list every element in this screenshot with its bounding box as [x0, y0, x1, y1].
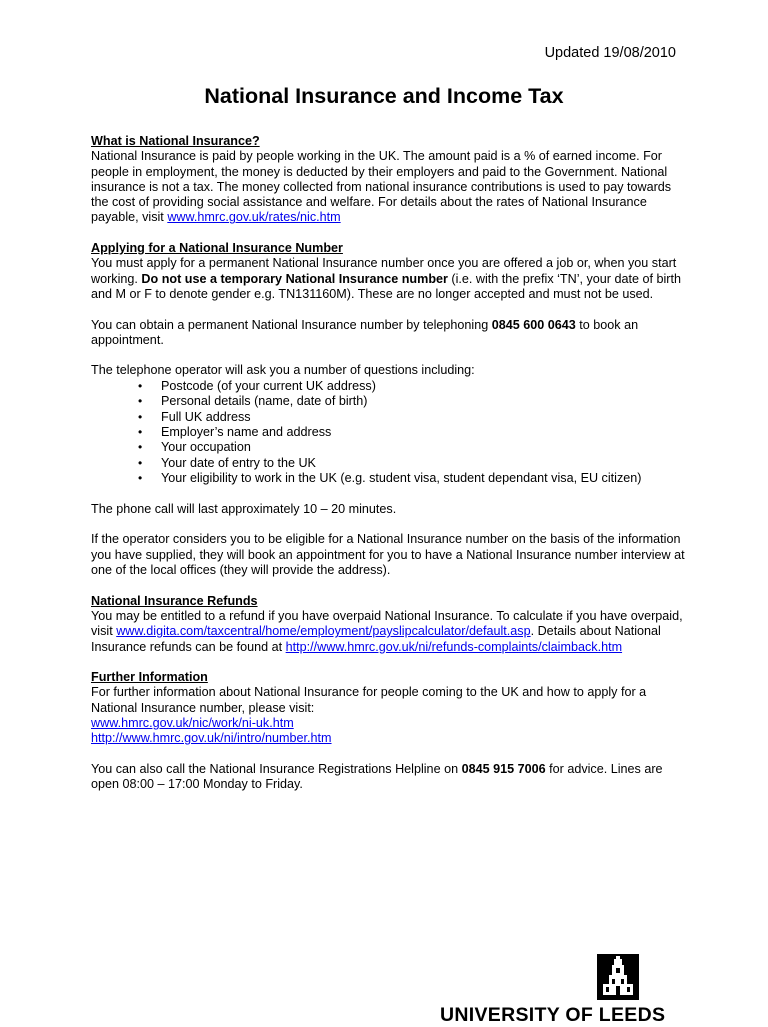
updated-date: Updated 19/08/2010 [544, 45, 676, 61]
list-item: • Your occupation [91, 440, 691, 455]
page-title: National Insurance and Income Tax [204, 84, 564, 108]
section-heading: Applying for a National Insurance Number [91, 241, 343, 256]
section-what-is-ni [91, 134, 691, 226]
refunds-claimback-link[interactable]: http://www.hmrc.gov.uk/ni/refunds-complaints/claimback.htm [285, 639, 623, 654]
nic-rates-link[interactable]: www.hmrc.gov.uk/rates/nic.htm [167, 210, 341, 225]
paragraph: The phone call will last approximately 10 – 20 minutes. [91, 501, 397, 516]
paragraph: For further information about National Insurance for people coming to the UK and how to apply for a National Insurance number, please visit: [91, 685, 647, 715]
link-line [91, 716, 691, 731]
list-item: • Employer’s name and address [91, 425, 691, 440]
paragraph: You can obtain a permanent National Insurance number by telephoning 0845 600 0643 to book an appointment. [91, 317, 639, 347]
document-body [91, 134, 691, 793]
section-further-info [91, 670, 691, 792]
paragraph: You must apply for a permanent National Insurance number once you are offered a job or, when you start working. Do not use a temporary National Insurance number (i.e. with the prefix ‘TN’, your date of birth and M or F to denote gender e.g. TN131160M). These are no longer accepted and must not be used. [91, 256, 681, 301]
university-crest-icon [597, 954, 639, 1000]
questions-list [91, 379, 691, 487]
section-applying [91, 241, 691, 578]
section-refunds [91, 594, 691, 655]
university-name: UNIVERSITY OF LEEDS [440, 1004, 666, 1026]
paragraph: You can also call the National Insurance Registrations Helpline on 0845 915 7006 for advice. Lines are open 08:00 – 17:00 Monday to Friday. [91, 761, 663, 792]
intro-number-link[interactable]: http://www.hmrc.gov.uk/ni/intro/number.htm [91, 731, 332, 746]
section-heading: What is National Insurance? [91, 134, 260, 148]
payslip-calculator-link[interactable]: www.digita.com/taxcentral/home/employment/payslipcalculator/default.asp [116, 624, 531, 639]
section-heading: Further Information [91, 670, 208, 685]
list-item: • Postcode (of your current UK address) [91, 379, 691, 394]
paragraph: If the operator considers you to be eligible for a National Insurance number on the basis of the information you have supplied, they will book an appointment for you to have a National Insurance number interview at one of the local offices (they will provide the address). [91, 532, 685, 578]
paragraph: You may be entitled to a refund if you have overpaid National Insurance. To calculate if you have overpaid, visit www.digita.com/taxcentral/home/employment/payslipcalculator/default.asp. Details about National Insurance refunds can be found at http://www.hmrc.gov.uk/ni/refunds-complaints/claimback.htm [91, 608, 683, 654]
list-item: • Personal details (name, date of birth) [91, 394, 691, 409]
list-item: • Your eligibility to work in the UK (e.g. student visa, student dependant visa, EU citizen) [91, 471, 691, 486]
list-item: • Full UK address [91, 410, 691, 425]
helpline-phone-number: 0845 915 7006 [461, 761, 546, 776]
temporary-number-warning: Do not use a temporary National Insurance number [141, 271, 448, 286]
paragraph: The telephone operator will ask you a number of questions including: [91, 363, 475, 378]
paragraph: National Insurance is paid by people working in the UK. The amount paid is a % of earned income. For people in employment, the money is deducted by their employers and paid to the Government. National insurance is not a tax. The money collected from national insurance contributions is used to pay towards the cost of providing social assistance and welfare. For details about the rates of National Insurance payable, visit www.hmrc.gov.uk/rates/nic.htm [91, 149, 672, 225]
university-logo [440, 954, 670, 1024]
link-line [91, 731, 691, 746]
appointment-phone-number: 0845 600 0643 [491, 317, 576, 332]
list-item: • Your date of entry to the UK [91, 456, 691, 471]
section-heading: National Insurance Refunds [91, 593, 258, 608]
ni-uk-link[interactable]: www.hmrc.gov.uk/nic/work/ni-uk.htm [91, 716, 294, 731]
